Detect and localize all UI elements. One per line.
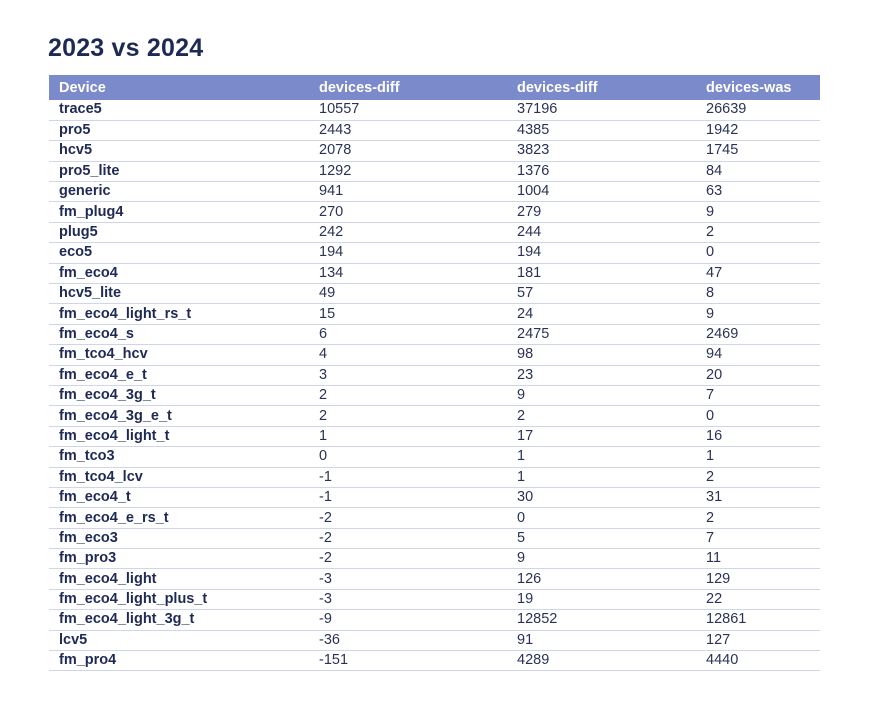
value-cell: 134 xyxy=(319,264,344,281)
value-cell: 194 xyxy=(319,244,344,261)
value-cell: 244 xyxy=(517,224,542,241)
device-name-cell: fm_plug4 xyxy=(59,203,124,220)
value-cell: 3823 xyxy=(517,142,550,159)
value-cell: 9 xyxy=(706,305,715,322)
value-cell: 1745 xyxy=(706,142,739,159)
value-cell: 37196 xyxy=(517,101,558,118)
value-cell: 0 xyxy=(706,407,715,424)
value-cell: 2475 xyxy=(517,325,550,342)
device-name-cell: fm_eco4_e_rs_t xyxy=(59,509,169,526)
table-row xyxy=(49,222,820,242)
value-cell: 23 xyxy=(517,366,534,383)
value-cell: 0 xyxy=(706,244,715,261)
value-cell: 17 xyxy=(517,427,534,444)
table-row xyxy=(49,569,820,589)
table-row xyxy=(49,284,820,304)
table-row xyxy=(49,324,820,344)
value-cell: 1 xyxy=(319,427,328,444)
table-row xyxy=(49,141,820,161)
device-name-cell: fm_eco4_light_rs_t xyxy=(59,305,192,322)
value-cell: -1 xyxy=(319,489,332,506)
value-cell: -2 xyxy=(319,509,332,526)
table-row xyxy=(49,345,820,365)
table-row xyxy=(49,161,820,181)
value-cell: 1004 xyxy=(517,183,550,200)
value-cell: -3 xyxy=(319,591,332,608)
value-cell: 3 xyxy=(319,366,328,383)
table-row xyxy=(49,385,820,405)
value-cell: 7 xyxy=(706,529,715,546)
value-cell: 2 xyxy=(319,407,328,424)
value-cell: 2 xyxy=(319,387,328,404)
device-name-cell: hcv5 xyxy=(59,142,93,159)
value-cell: 19 xyxy=(517,591,534,608)
device-name-cell: fm_tco3 xyxy=(59,448,115,465)
value-cell: 2 xyxy=(706,468,715,485)
value-cell: 2 xyxy=(706,224,715,241)
value-cell: 30 xyxy=(517,489,534,506)
value-cell: 9 xyxy=(517,550,526,567)
value-cell: 4 xyxy=(319,346,328,363)
value-cell: 84 xyxy=(706,162,723,179)
value-cell: 2 xyxy=(706,509,715,526)
table-row xyxy=(49,447,820,467)
value-cell: 4289 xyxy=(517,652,550,669)
value-cell: 9 xyxy=(517,387,526,404)
table-row xyxy=(49,426,820,446)
value-cell: 7 xyxy=(706,387,715,404)
value-cell: 11 xyxy=(706,550,722,567)
device-name-cell: plug5 xyxy=(59,224,98,241)
device-name-cell: eco5 xyxy=(59,244,93,261)
value-cell: 91 xyxy=(517,631,534,648)
device-name-cell: generic xyxy=(59,183,111,200)
device-name-cell: fm_eco4_s xyxy=(59,325,134,342)
device-name-cell: fm_pro3 xyxy=(59,550,117,567)
value-cell: 194 xyxy=(517,244,542,261)
value-cell: 1942 xyxy=(706,122,739,139)
device-table xyxy=(49,75,820,671)
value-cell: 8 xyxy=(706,285,715,302)
value-cell: 4385 xyxy=(517,122,550,139)
table-row xyxy=(49,243,820,263)
value-cell: 6 xyxy=(319,325,328,342)
device-name-cell: fm_eco4_light_3g_t xyxy=(59,611,195,628)
value-cell: 63 xyxy=(706,183,723,200)
table-row xyxy=(49,263,820,283)
table-row xyxy=(49,651,820,671)
value-cell: 31 xyxy=(706,489,723,506)
value-cell: -151 xyxy=(319,652,349,669)
value-cell: 12852 xyxy=(517,611,558,628)
value-cell: 0 xyxy=(319,448,328,465)
value-cell: 15 xyxy=(319,305,336,322)
header-device: Device xyxy=(59,79,106,96)
device-name-cell: hcv5_lite xyxy=(59,285,122,302)
value-cell: 242 xyxy=(319,224,344,241)
value-cell: 0 xyxy=(517,509,526,526)
value-cell: -1 xyxy=(319,468,332,485)
value-cell: 270 xyxy=(319,203,344,220)
value-cell: 4440 xyxy=(706,652,739,669)
table-row xyxy=(49,508,820,528)
value-cell: 9 xyxy=(706,203,715,220)
device-name-cell: fm_eco4_light_plus_t xyxy=(59,591,208,608)
table-row xyxy=(49,467,820,487)
device-name-cell: lcv5 xyxy=(59,631,88,648)
device-name-cell: pro5 xyxy=(59,122,91,139)
value-cell: 1 xyxy=(517,468,526,485)
value-cell: -2 xyxy=(319,529,332,546)
value-cell: 10557 xyxy=(319,101,360,118)
value-cell: -36 xyxy=(319,631,340,648)
device-name-cell: fm_eco3 xyxy=(59,529,118,546)
device-name-cell: pro5_lite xyxy=(59,162,120,179)
table-row xyxy=(49,304,820,324)
value-cell: 129 xyxy=(706,570,731,587)
value-cell: 26639 xyxy=(706,101,747,118)
device-name-cell: fm_eco4_light xyxy=(59,570,157,587)
table-row xyxy=(49,487,820,507)
table-row xyxy=(49,202,820,222)
device-name-cell: fm_tco4_lcv xyxy=(59,468,143,485)
table-row xyxy=(49,528,820,548)
value-cell: 1 xyxy=(706,448,715,465)
value-cell: 57 xyxy=(517,285,534,302)
header-devices-diff-2: devices-diff xyxy=(517,79,598,96)
value-cell: 47 xyxy=(706,264,723,281)
value-cell: 94 xyxy=(706,346,723,363)
table-row xyxy=(49,100,820,120)
value-cell: 2078 xyxy=(319,142,352,159)
value-cell: 2443 xyxy=(319,122,352,139)
device-name-cell: fm_eco4 xyxy=(59,264,118,281)
table-row xyxy=(49,120,820,140)
table-row xyxy=(49,182,820,202)
value-cell: 279 xyxy=(517,203,542,220)
device-name-cell: fm_eco4_3g_e_t xyxy=(59,407,172,424)
table-row xyxy=(49,589,820,609)
table-row xyxy=(49,365,820,385)
value-cell: -9 xyxy=(319,611,332,628)
table-row xyxy=(49,610,820,630)
header-devices-diff-1: devices-diff xyxy=(319,79,400,96)
table-row xyxy=(49,630,820,650)
value-cell: 941 xyxy=(319,183,344,200)
device-name-cell: fm_pro4 xyxy=(59,652,117,669)
value-cell: 126 xyxy=(517,570,542,587)
device-name-cell: trace5 xyxy=(59,101,102,118)
value-cell: 127 xyxy=(706,631,731,648)
value-cell: 1292 xyxy=(319,162,352,179)
value-cell: 2469 xyxy=(706,325,739,342)
value-cell: 181 xyxy=(517,264,542,281)
value-cell: 98 xyxy=(517,346,534,363)
table-header xyxy=(49,75,820,100)
table-body xyxy=(49,100,820,671)
header-devices-was: devices-was xyxy=(706,79,792,96)
table-row xyxy=(49,406,820,426)
value-cell: 2 xyxy=(517,407,526,424)
value-cell: 12861 xyxy=(706,611,747,628)
device-name-cell: fm_eco4_3g_t xyxy=(59,387,156,404)
device-name-cell: fm_eco4_t xyxy=(59,489,131,506)
device-name-cell: fm_eco4_light_t xyxy=(59,427,170,444)
device-name-cell: fm_eco4_e_t xyxy=(59,366,147,383)
value-cell: 49 xyxy=(319,285,336,302)
header-row xyxy=(49,75,820,100)
value-cell: 16 xyxy=(706,427,723,444)
value-cell: -3 xyxy=(319,570,332,587)
device-name-cell: fm_tco4_hcv xyxy=(59,346,148,363)
value-cell: 24 xyxy=(517,305,534,322)
table-row xyxy=(49,549,820,569)
value-cell: 22 xyxy=(706,591,723,608)
page-title: 2023 vs 2024 xyxy=(48,34,204,62)
value-cell: 5 xyxy=(517,529,526,546)
value-cell: 1376 xyxy=(517,162,550,179)
value-cell: 1 xyxy=(517,448,526,465)
value-cell: -2 xyxy=(319,550,332,567)
value-cell: 20 xyxy=(706,366,723,383)
